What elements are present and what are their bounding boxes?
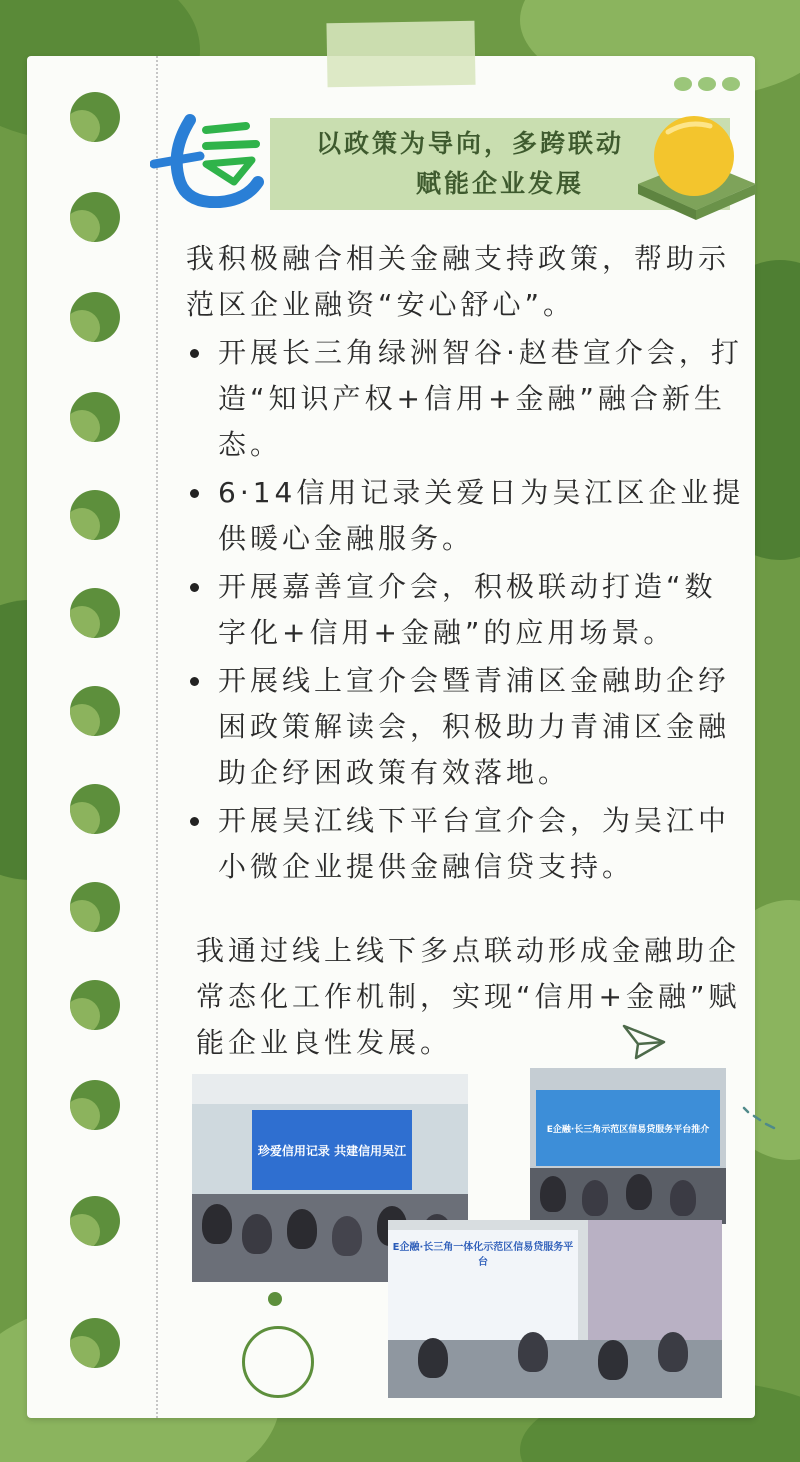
closing-paragraph: 我通过线上线下多点联动形成金融助企常态化工作机制，实现“信用+金融”赋能企业良性发展。 (196, 934, 741, 1059)
sun-icon (628, 112, 758, 222)
binder-hole (70, 392, 120, 442)
list-item: 开展吴江线下平台宣介会，为吴江中小微企业提供金融信贷支持。 (186, 798, 746, 890)
binder-hole (70, 686, 120, 736)
binder-hole (70, 92, 120, 142)
binder-hole (70, 882, 120, 932)
margin-line (156, 56, 158, 1418)
binder-hole (70, 980, 120, 1030)
event-photo-jiashan (530, 1068, 726, 1224)
binder-hole (70, 1080, 120, 1130)
sparkle-icon (742, 1106, 776, 1130)
binder-hole (70, 1196, 120, 1246)
list-item: 6·14信用记录关爱日为吴江区企业提供暖心金融服务。 (186, 470, 746, 562)
decor-dots (674, 77, 740, 91)
intro-paragraph: 我积极融合相关金融支持政策，帮助示范区企业融资“安心舒心”。 (186, 242, 731, 321)
title-line-1: 以政策为导向，多跨联动 (315, 129, 624, 158)
tape-strip (326, 21, 475, 88)
photo-screen-text: 珍爱信用记录 共建信用吴江 (252, 1110, 412, 1190)
decor-ring (242, 1326, 314, 1398)
binder-hole (70, 192, 120, 242)
photo-screen-text: E企融·长三角示范区信易贷服务平台推介 (536, 1090, 720, 1166)
changsanjiao-credit-logo-icon (150, 112, 268, 208)
decor-dot (268, 1292, 282, 1306)
content-body (186, 236, 746, 890)
binder-hole (70, 490, 120, 540)
event-photo-online (388, 1220, 722, 1398)
list-item: 开展嘉善宣介会，积极联动打造“数字化+信用+金融”的应用场景。 (186, 564, 746, 656)
title-line-2: 赋能企业发展 (415, 169, 584, 198)
photo-screen-text: E企融·长三角一体化示范区信易贷服务平台 (388, 1230, 578, 1340)
binder-hole (70, 784, 120, 834)
paper-plane-icon (622, 1022, 666, 1062)
list-item: 开展长三角绿洲智谷·赵巷宣介会，打造“知识产权+信用+金融”融合新生态。 (186, 330, 746, 468)
bullet-list (186, 330, 746, 890)
binder-hole (70, 1318, 120, 1368)
list-item: 开展线上宣介会暨青浦区金融助企纾困政策解读会，积极助力青浦区金融助企纾困政策有效落地。 (186, 658, 746, 796)
binder-hole (70, 292, 120, 342)
binder-hole (70, 588, 120, 638)
